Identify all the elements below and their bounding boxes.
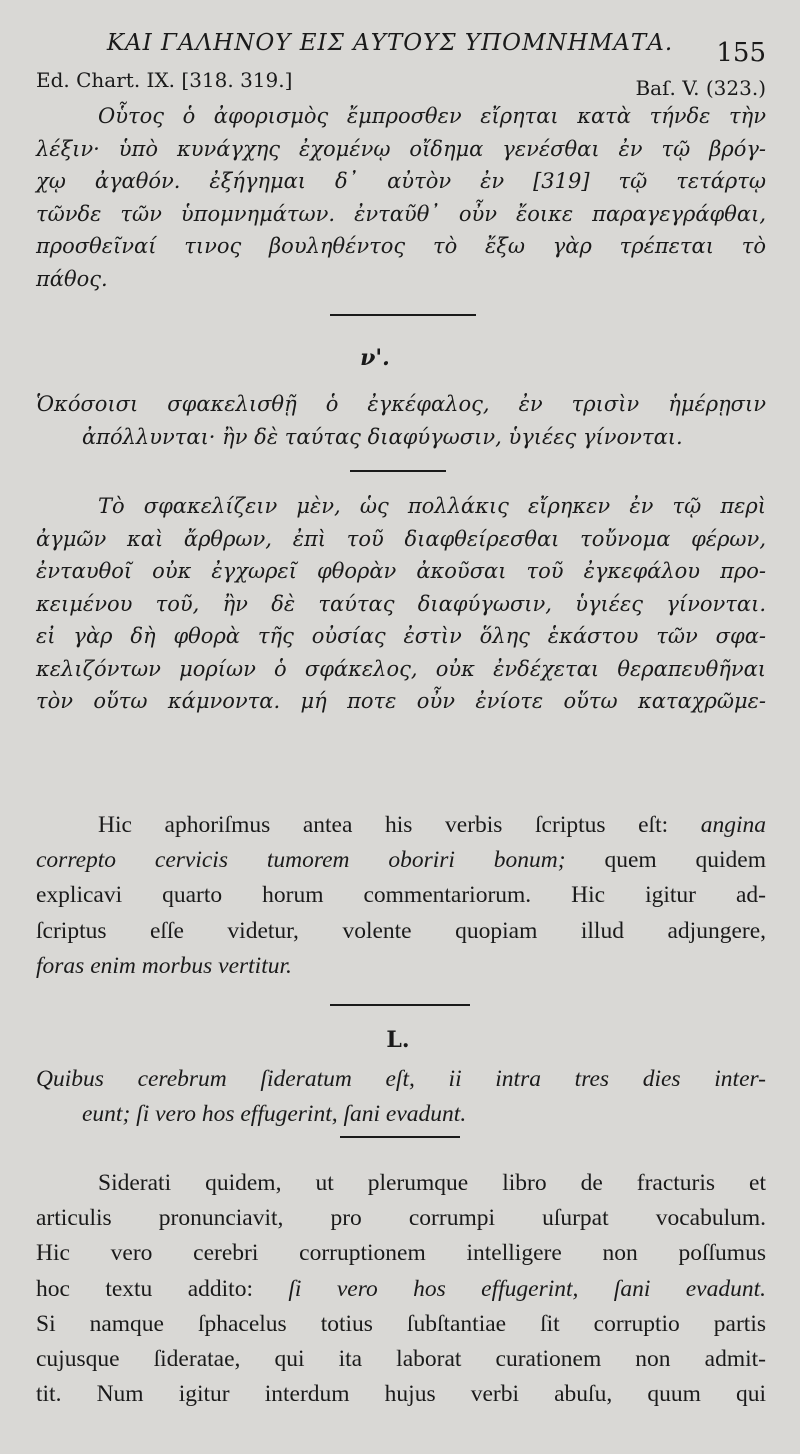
- text-run: Hic aphoriſmus antea his verbis ſcriptus eſt:: [98, 812, 669, 838]
- text-line: [36, 1272, 766, 1307]
- text-line: [36, 843, 766, 878]
- edition-reference-chartier: Ed. Chart. IX. [318. 319.]: [36, 68, 293, 92]
- text-line: tit. Num igitur interdum hujus verbi abuſu, quum qui: [36, 1381, 766, 1408]
- text-line: κειμένου τοῦ, ἢν δὲ ταύτας διαφύγωσιν, ὑγιέες γίνονται.: [36, 591, 766, 616]
- section-divider: [350, 470, 446, 472]
- quoted-aphorism: correpto cervicis tumorem oboriri bonum;: [36, 847, 566, 874]
- text-line: κελιζόντων μορίων ὁ σφάκελος, οὐκ ἐνδέχεται θεραπευθῆναι: [36, 656, 766, 681]
- edition-reference-basel: Baſ. V. (323.): [635, 76, 766, 100]
- greek-commentary: [36, 100, 766, 295]
- text-line: τὸν οὕτω κάμνοντα. μή ποτε οὖν ἐνίοτε οὕτω καταχρῶμε-: [36, 689, 766, 713]
- text-line: ſcriptus eſſe videtur, volente quopiam illud adjungere,: [36, 917, 766, 944]
- text-run: quem quidem: [604, 847, 767, 874]
- text-line: cujusque ſideratae, qui ita laborat curationem non admit-: [36, 1346, 766, 1373]
- text-line: χῳ ἀγαθόν. ἐξήγημαι δ᾽ αὐτὸν ἐν [319] τῷ τετάρτῳ: [36, 169, 766, 193]
- page-number: 155: [716, 38, 766, 68]
- latin-aphorism: [36, 1062, 766, 1132]
- greek-section-number: ν'.: [360, 345, 390, 371]
- text-line: Τὸ σφακελίζειν μὲν, ὡς πολλάκις εἴρηκεν ἐν τῷ περὶ: [98, 494, 766, 518]
- quoted-phrase: ſi vero hos effugerint, ſani evadunt.: [288, 1275, 767, 1302]
- text-line: Si namque ſphacelus totius ſubſtantiae ſit corruptio partis: [36, 1310, 766, 1337]
- text-line: τῶνδε τῶν ὑπομνημάτων. ἐνταῦθ᾽ οὖν ἔοικε παραγεγράφθαι,: [36, 201, 766, 226]
- text-line: articulis pronunciavit, pro corrumpi uſurpat vocabulum.: [36, 1205, 766, 1232]
- text-line: λέξιν· ὑπὸ κυνάγχης ἐχομένῳ οἴδημα γενέσθαι ἐν τῷ βρόγ-: [36, 136, 766, 161]
- text-line: eunt; ſi vero hos effugerint, ſani evadunt.: [82, 1101, 467, 1128]
- text-line: explicavi quarto horum commentariorum. Hic igitur ad-: [36, 882, 766, 909]
- text-line: προσθεῖναί τινος βουληθέντος τὸ ἔξω γὰρ τρέπεται τὸ: [36, 234, 766, 258]
- text-line: Ὁκόσοισι σφακελισθῇ ὁ ἐγκέφαλος, ἐν τρισὶν ἡμέρῃσιν: [36, 392, 766, 416]
- text-line: Οὗτος ὁ ἀφορισμὸς ἔμπροσθεν εἴρηται κατὰ τήνδε τὴν: [98, 104, 766, 128]
- latin-section-number: L.: [386, 1027, 410, 1053]
- text-line: ἐνταυθοῖ οὐκ ἐγχωρεῖ φθορὰν ἀκοῦσαι τοῦ ἐγκεφάλου προ-: [36, 559, 766, 583]
- greek-commentary-2: [36, 490, 766, 718]
- quoted-aphorism: angina: [700, 812, 766, 838]
- text-run: hoc textu addito:: [36, 1275, 253, 1302]
- text-line: ἀγμῶν καὶ ἄρθρων, ἐπὶ τοῦ διαφθείρεσθαι τοὔνομα φέρων,: [36, 526, 766, 551]
- text-line: εἰ γὰρ δὴ φθορὰ τῆς οὐσίας ἐστὶν ὅλης ἑκάστου τῶν σφα-: [36, 624, 766, 648]
- text-line: Siderati quidem, ut plerumque libro de fracturis et: [98, 1170, 766, 1196]
- running-head: ΚΑΙ ΓΑΛΗΝΟΥ ΕΙΣ ΑΥΤΟΥΣ ΥΠΟΜΝΗΜΑΤΑ.: [106, 30, 674, 56]
- text-line: Hic vero cerebri corruptionem intelligere non poſſumus: [36, 1240, 766, 1267]
- latin-commentary: [36, 808, 766, 984]
- text-line: Quibus cerebrum ſideratum eſt, ii intra tres dies inter-: [36, 1066, 766, 1092]
- latin-commentary-2: [36, 1166, 766, 1412]
- quoted-phrase: foras enim morbus vertitur.: [36, 952, 292, 979]
- section-divider: [340, 1136, 460, 1138]
- text-line: πάθος.: [36, 266, 108, 291]
- section-divider: [330, 314, 476, 316]
- section-divider: [330, 1004, 470, 1006]
- greek-aphorism: [36, 388, 766, 453]
- text-line: ἀπόλλυνται· ἢν δὲ ταύτας διαφύγωσιν, ὑγιέες γίνονται.: [82, 424, 683, 449]
- text-line: [36, 808, 766, 843]
